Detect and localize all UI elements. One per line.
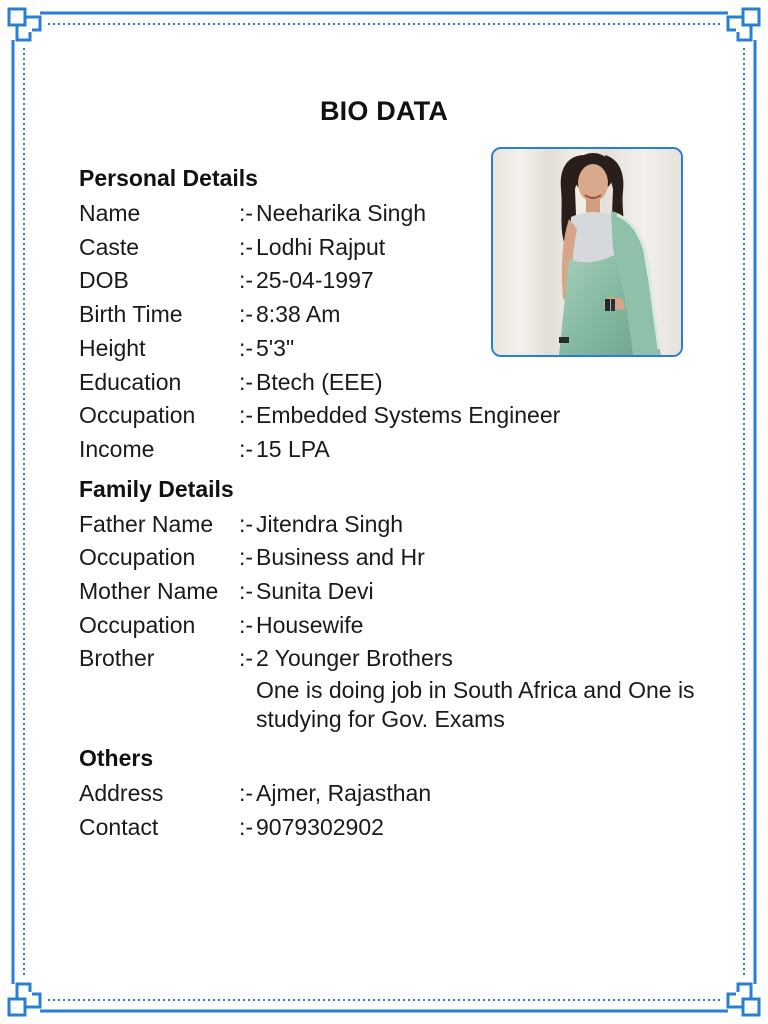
field-label: Father Name	[79, 510, 214, 537]
detail-row	[79, 264, 719, 298]
personal-details-list	[79, 197, 719, 467]
field-separator: :-	[239, 435, 254, 462]
field-value: Ajmer, Rajasthan	[256, 780, 432, 807]
field-separator: :-	[239, 813, 254, 840]
field-label: Brother	[79, 645, 155, 672]
detail-row	[79, 575, 719, 609]
field-value: Sunita Devi	[256, 578, 374, 605]
field-value-line: 2 Younger Brothers	[256, 645, 453, 672]
field-value: Lodhi Rajput	[256, 233, 386, 260]
field-label: Occupation	[79, 544, 196, 571]
field-value: Housewife	[256, 611, 364, 638]
family-details-list	[79, 508, 719, 735]
field-label: Address	[79, 780, 164, 807]
field-value: 5'3"	[256, 334, 295, 361]
field-separator: :-	[239, 578, 254, 605]
field-separator: :-	[239, 334, 254, 361]
field-label: DOB	[79, 267, 129, 294]
field-separator: :-	[239, 368, 254, 395]
field-value	[256, 642, 719, 734]
section-heading-family: Family Details	[79, 475, 234, 502]
field-separator: :-	[239, 233, 254, 260]
field-label: Height	[79, 334, 146, 361]
field-value: 15 LPA	[256, 435, 330, 462]
others-details-list	[79, 777, 719, 844]
field-separator: :-	[239, 402, 254, 429]
section-heading-others: Others	[79, 745, 154, 772]
detail-row	[79, 298, 719, 332]
page-title: BIO DATA	[319, 96, 449, 126]
field-label: Birth Time	[79, 301, 183, 328]
detail-row	[79, 197, 719, 231]
field-value: 25-04-1997	[256, 267, 374, 294]
field-value: Business and Hr	[256, 544, 425, 571]
detail-row	[79, 508, 719, 542]
detail-row	[79, 332, 719, 366]
field-value: 8:38 Am	[256, 301, 341, 328]
detail-row	[79, 399, 719, 433]
detail-row	[79, 609, 719, 643]
field-label: Education	[79, 368, 182, 395]
detail-row	[79, 642, 719, 734]
field-value: Neeharika Singh	[256, 200, 427, 226]
detail-row	[79, 541, 719, 575]
biodata-content	[79, 163, 719, 845]
field-separator: :-	[239, 200, 254, 226]
detail-row	[79, 366, 719, 400]
field-separator: :-	[239, 544, 254, 571]
corner-ornament-top-left	[9, 9, 52, 52]
field-value-line: One is doing job in South Africa and One is	[256, 677, 695, 704]
field-label: Occupation	[79, 611, 196, 638]
field-separator: :-	[239, 267, 254, 294]
field-label: Occupation	[79, 402, 196, 429]
field-label: Name	[79, 200, 141, 226]
field-separator: :-	[239, 645, 254, 672]
field-value: 9079302902	[256, 813, 384, 840]
field-separator: :-	[239, 611, 254, 638]
field-separator: :-	[239, 301, 254, 328]
detail-row	[79, 231, 719, 265]
field-value: Btech (EEE)	[256, 368, 383, 395]
detail-row	[79, 433, 719, 467]
field-label: Contact	[79, 813, 159, 840]
field-separator: :-	[239, 780, 254, 807]
field-label: Income	[79, 435, 155, 462]
field-value-line: studying for Gov. Exams	[256, 706, 505, 733]
detail-row	[79, 777, 719, 811]
field-value: Embedded Systems Engineer	[256, 402, 561, 429]
section-heading-personal: Personal Details	[79, 165, 258, 191]
field-label: Caste	[79, 233, 140, 260]
field-label: Mother Name	[79, 578, 219, 605]
field-value: Jitendra Singh	[256, 510, 404, 537]
detail-row	[79, 811, 719, 845]
field-separator: :-	[239, 510, 254, 537]
